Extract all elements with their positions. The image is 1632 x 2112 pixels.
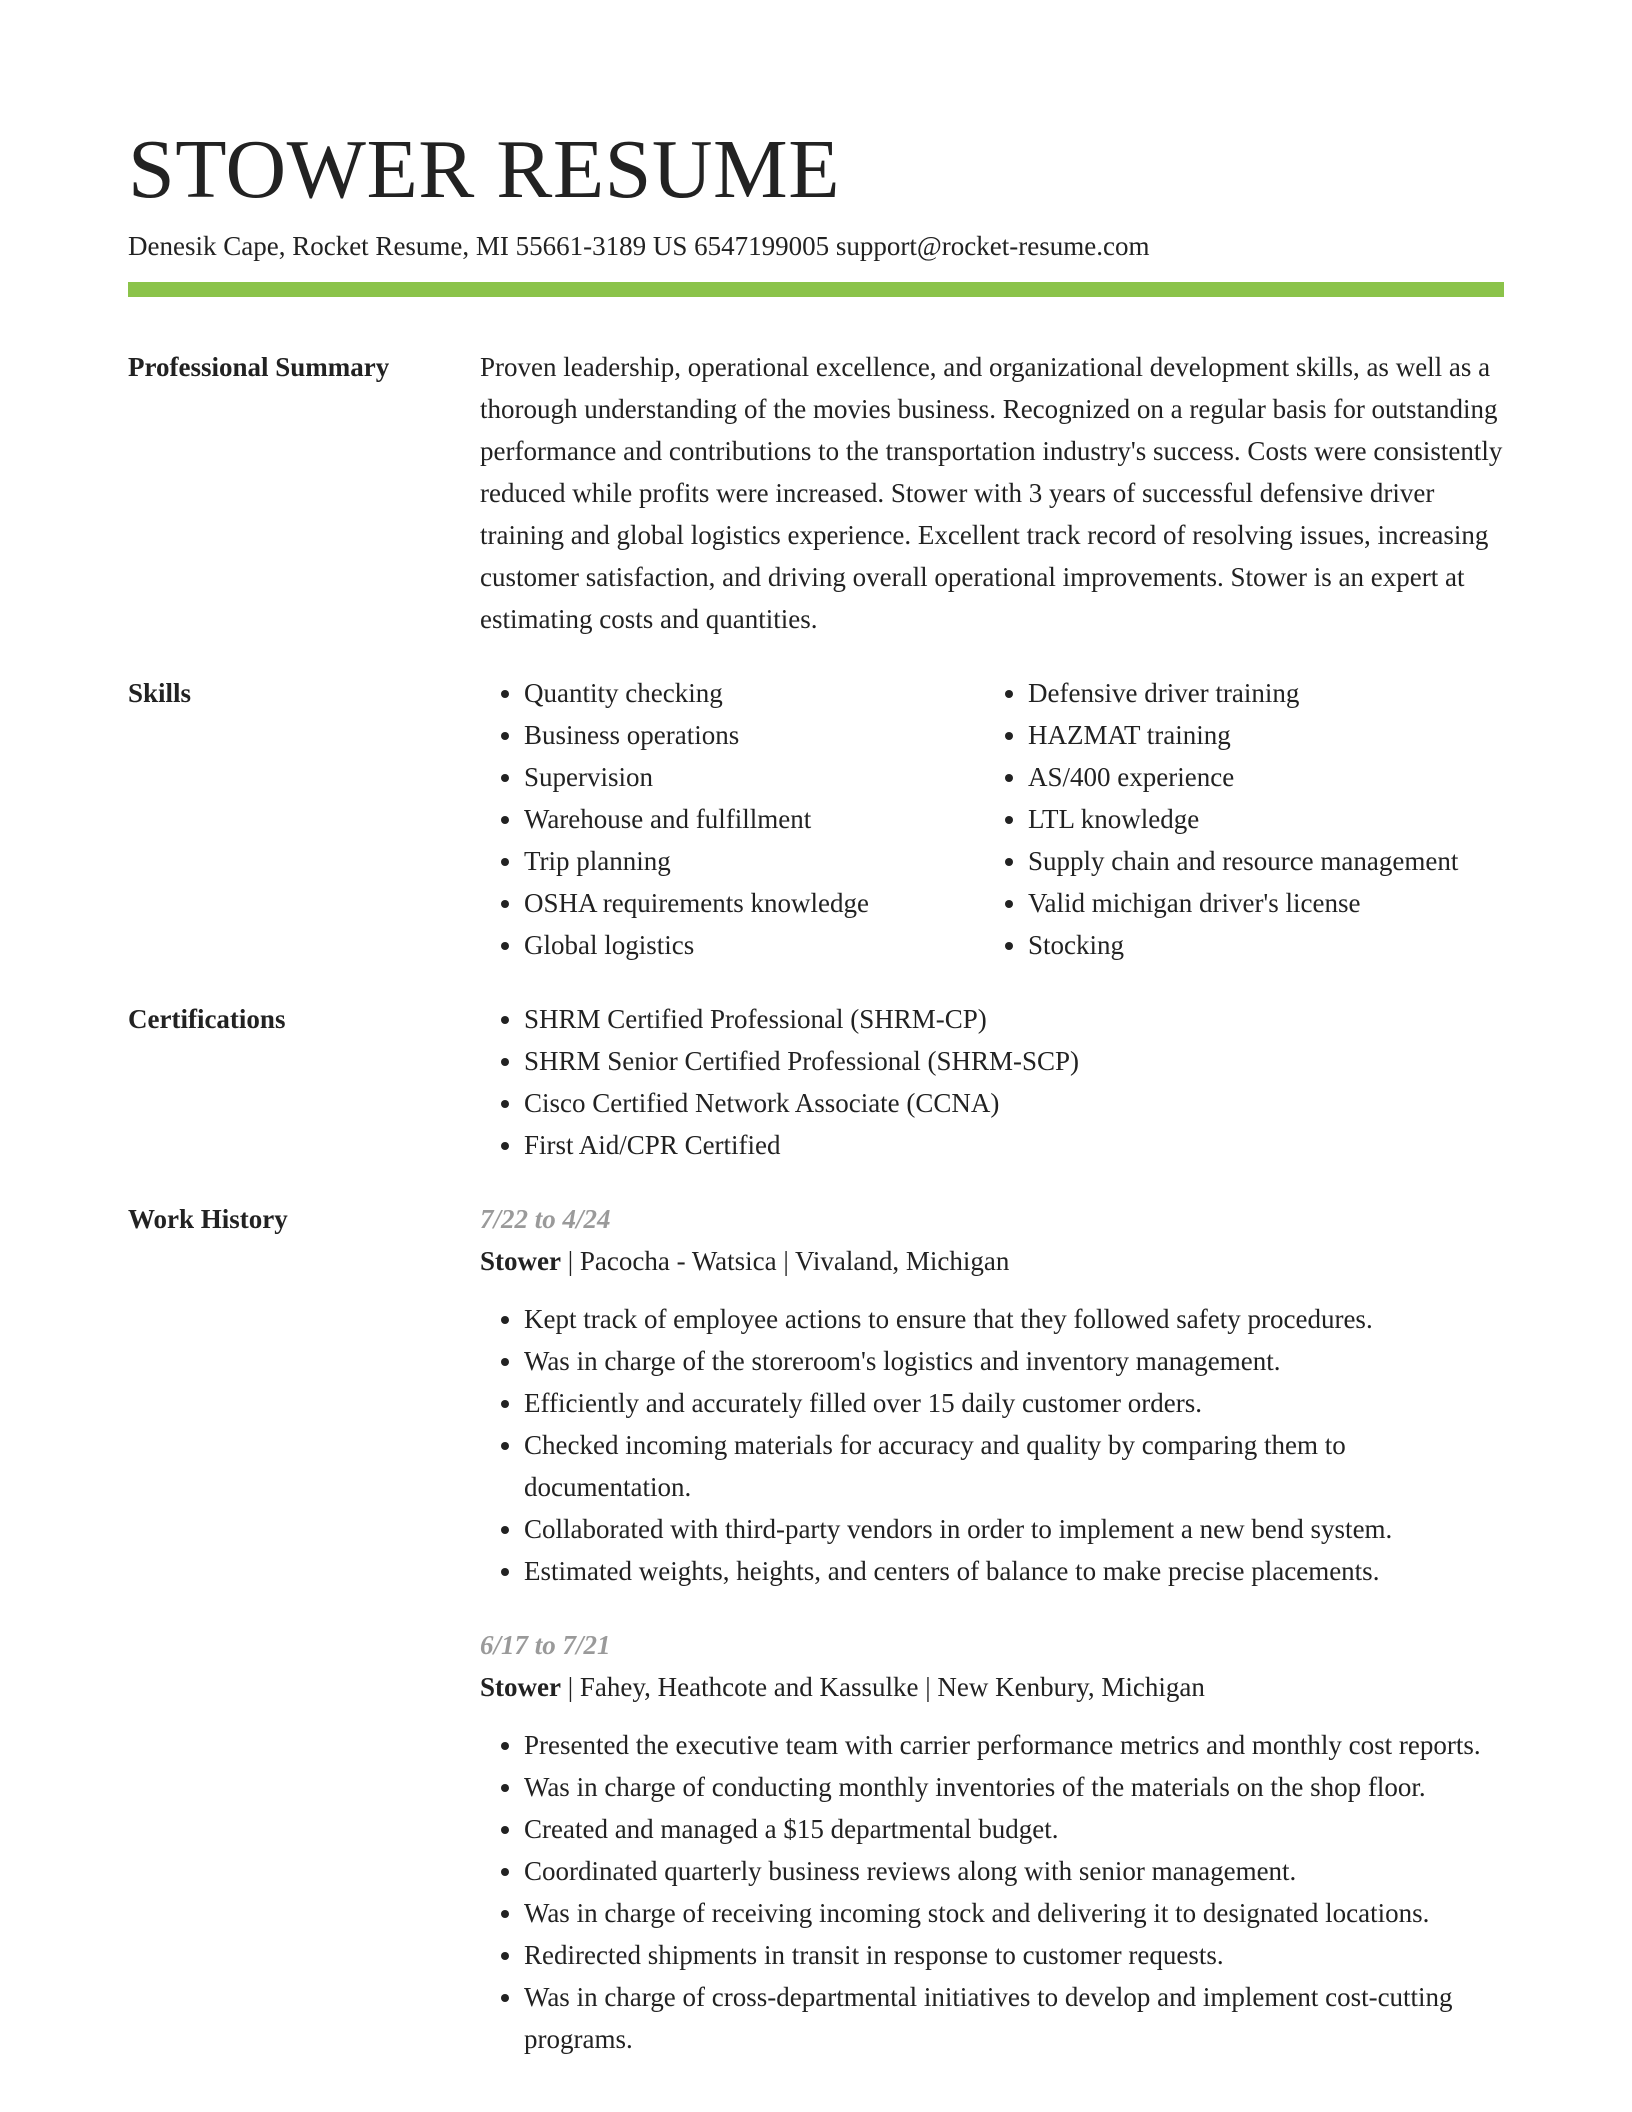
work-history-section [128, 1198, 1504, 2060]
resume-page [128, 120, 1504, 2060]
job-heading [480, 1240, 1504, 1282]
job-details: | Pacocha - Watsica | Vivaland, Michigan [560, 1246, 1010, 1276]
job-bullet: • Was in charge of cross-departmental initiatives to develop and implement cost-cutting programs. [524, 1976, 1504, 2060]
job-bullet: • Was in charge of receiving incoming stock and delivering it to designated locations. [524, 1892, 1504, 1934]
section-label-summary: Professional Summary [128, 352, 390, 382]
summary-section [128, 346, 1504, 640]
job-bullets [480, 1724, 1504, 2060]
skills-list-left [480, 672, 984, 966]
skill-item: • LTL knowledge [1028, 798, 1504, 840]
skill-item: • Supervision [524, 756, 984, 798]
section-label-certifications: Certifications [128, 1004, 286, 1034]
certification-item: • Cisco Certified Network Associate (CCNA) [524, 1082, 1504, 1124]
job-bullet: • Collaborated with third-party vendors in order to implement a new bend system. [524, 1508, 1504, 1550]
job-bullet: • Redirected shipments in transit in response to customer requests. [524, 1934, 1504, 1976]
contact-phone: 6547199005 [694, 231, 830, 261]
certification-item: • SHRM Senior Certified Professional (SHRM-SCP) [524, 1040, 1504, 1082]
skill-item: • Trip planning [524, 840, 984, 882]
skills-list-right [984, 672, 1504, 966]
job-bullet: • Presented the executive team with carrier performance metrics and monthly cost reports. [524, 1724, 1504, 1766]
job-bullets [480, 1298, 1504, 1592]
section-label-skills: Skills [128, 678, 192, 708]
job-entry [480, 1624, 1504, 2060]
job-bullet: • Checked incoming materials for accuracy and quality by comparing them to documentation. [524, 1424, 1504, 1508]
contact-line [128, 228, 1504, 264]
certification-item: • SHRM Certified Professional (SHRM-CP) [524, 998, 1504, 1040]
job-dates: 6/17 to 7/21 [480, 1630, 611, 1660]
skill-item: • Valid michigan driver's license [1028, 882, 1504, 924]
certifications-section [128, 998, 1504, 1166]
job-title: Stower [480, 1672, 561, 1702]
skill-item: • Business operations [524, 714, 984, 756]
header-divider [128, 282, 1504, 297]
skill-item: • OSHA requirements knowledge [524, 882, 984, 924]
job-bullet: • Efficiently and accurately filled over 15 daily customer orders. [524, 1382, 1504, 1424]
certifications-list [480, 998, 1504, 1166]
job-bullet: • Estimated weights, heights, and centers of balance to make precise placements. [524, 1550, 1504, 1592]
job-bullet: • Was in charge of conducting monthly inventories of the materials on the shop floor. [524, 1766, 1504, 1808]
skill-item: • Global logistics [524, 924, 984, 966]
certification-item: • First Aid/CPR Certified [524, 1124, 1504, 1166]
job-dates: 7/22 to 4/24 [480, 1204, 611, 1234]
skill-item: • Defensive driver training [1028, 672, 1504, 714]
job-bullet: • Coordinated quarterly business reviews along with senior management. [524, 1850, 1504, 1892]
contact-email: support@rocket-resume.com [835, 231, 1150, 261]
job-entry [480, 1198, 1504, 1592]
section-label-work-history: Work History [128, 1204, 288, 1234]
skill-item: • Quantity checking [524, 672, 984, 714]
resume-title: STOWER RESUME [128, 123, 841, 216]
job-bullet: • Was in charge of the storeroom's logistics and inventory management. [524, 1340, 1504, 1382]
skill-item: • AS/400 experience [1028, 756, 1504, 798]
skills-section [128, 672, 1504, 966]
skills-columns [480, 672, 1504, 966]
job-details: | Fahey, Heathcote and Kassulke | New Kenbury, Michigan [560, 1672, 1205, 1702]
skill-item: • HAZMAT training [1028, 714, 1504, 756]
job-bullet: • Created and managed a $15 departmental budget. [524, 1808, 1504, 1850]
job-bullet: • Kept track of employee actions to ensure that they followed safety procedures. [524, 1298, 1504, 1340]
contact-address: Denesik Cape, Rocket Resume, MI 55661-3189 US [128, 231, 688, 261]
skill-item: • Supply chain and resource management [1028, 840, 1504, 882]
summary-text: Proven leadership, operational excellence, and organizational development skills, as well as a thorough understanding of the movies business. Recognized on a regular basis for outstanding performance and contributions to the transportation industry's success. Costs were consistently reduced while profits were increased. Stower with 3 years of successful defensive driver training and global logistics experience. Excellent track record of resolving issues, increasing customer satisfaction, and driving overall operational improvements. Stower is an expert at estimating costs and quantities. [480, 352, 1503, 634]
certifications-body [480, 998, 1504, 1166]
job-title: Stower [480, 1246, 561, 1276]
skill-item: • Stocking [1028, 924, 1504, 966]
work-history-body [480, 1198, 1504, 2060]
skill-item: • Warehouse and fulfillment [524, 798, 984, 840]
job-heading [480, 1666, 1504, 1708]
